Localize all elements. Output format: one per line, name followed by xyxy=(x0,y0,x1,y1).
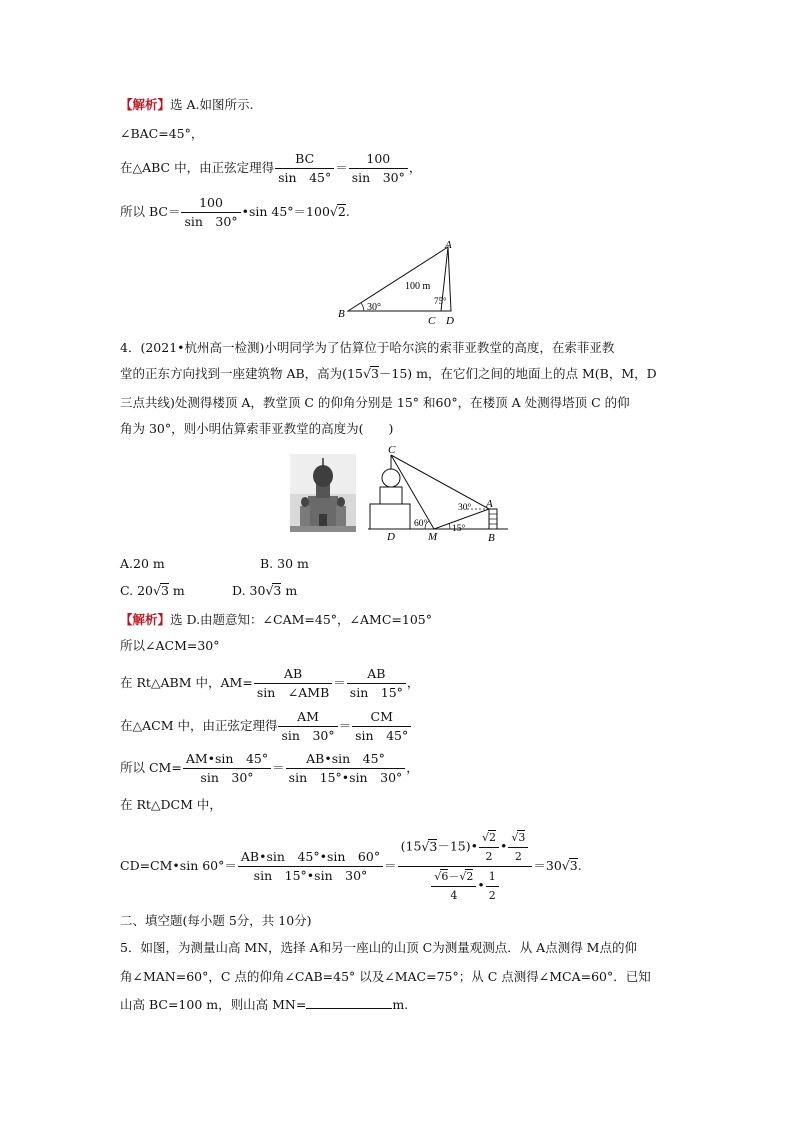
label-30: 30° xyxy=(458,503,472,513)
solution2-line-6: 在 Rt△DCM 中， xyxy=(120,797,222,812)
denominator: 4 xyxy=(450,889,458,902)
triangle-figure-1 xyxy=(330,240,470,328)
fraction xyxy=(286,752,406,785)
numerator: AM xyxy=(278,710,337,727)
option-a: A.20 m xyxy=(120,556,165,571)
label-C: C xyxy=(428,315,436,327)
numerator xyxy=(508,830,528,848)
text: 所以 BC＝ xyxy=(120,204,181,219)
fraction xyxy=(349,152,408,185)
numerator: AB•sin 45°•sin 60° xyxy=(238,850,383,867)
dot: • xyxy=(477,877,485,893)
cathedral-photo xyxy=(290,454,356,532)
big-fraction xyxy=(398,830,533,903)
equals: ＝ xyxy=(384,858,397,873)
text: 所以 CM= xyxy=(120,760,182,775)
fraction xyxy=(278,710,337,743)
fraction xyxy=(181,196,240,229)
text: (15 xyxy=(400,838,422,854)
label-A: A xyxy=(486,498,493,510)
label-angle-75: 75° xyxy=(434,296,447,306)
solution2-line-7 xyxy=(120,830,582,903)
denominator: sin 30° xyxy=(184,214,238,229)
denominator: sin ∠AMB xyxy=(256,685,330,700)
numerator: 1 xyxy=(486,870,499,887)
label-D: D xyxy=(446,315,454,327)
text: 在 Rt△ABM 中，AM= xyxy=(120,675,253,690)
equals: ＝ xyxy=(338,718,352,733)
q4-line-1: 4．(2021•杭州高一检测)小明同学为了估算位于哈尔滨的索菲亚教堂的高度，在索菲亚教 xyxy=(120,340,615,355)
q5-line-1: 5．如图，为测量山高 MN，选择 A和另一座山的山顶 C为测量观测点．从 A点测得 M点的仰 xyxy=(120,940,637,955)
solution2-line-2: 所以∠ACM=30° xyxy=(120,638,220,653)
fraction xyxy=(508,830,528,864)
q4-line-4: 角为 30°，则小明估算索菲亚教堂的高度为( ) xyxy=(120,421,394,436)
q5-line-3 xyxy=(120,996,408,1013)
text: －15)• xyxy=(437,838,478,854)
text: 选 D.由题意知：∠CAM=45°，∠AMC=105° xyxy=(170,612,432,627)
solution2-line-3 xyxy=(120,667,419,700)
radical-sign: √ xyxy=(511,831,519,844)
label-side: 100 m xyxy=(405,281,431,292)
fraction xyxy=(275,152,334,185)
option-c xyxy=(120,583,185,599)
radicand: 2 xyxy=(489,831,496,844)
radical-sign: √ xyxy=(459,870,467,883)
radical-sign: √ xyxy=(561,858,570,873)
label-C: C xyxy=(388,444,396,456)
analysis-tag: 【解析】 xyxy=(120,97,171,112)
radicand: 3 xyxy=(518,831,526,844)
numerator: 100 xyxy=(349,152,408,169)
text: ， xyxy=(406,760,419,775)
text: . xyxy=(345,204,350,219)
text: 山高 BC=100 m，则山高 MN= xyxy=(120,997,307,1012)
big-numerator xyxy=(398,830,533,867)
text: ， xyxy=(408,160,422,175)
numerator: AM•sin 45° xyxy=(183,752,271,769)
label-A: A xyxy=(445,240,452,251)
label-B: B xyxy=(488,532,495,542)
denominator: sin 15°•sin 30° xyxy=(288,770,403,785)
q4-line-3: 三点共线)处测得楼顶 A，教堂顶 C 的仰角分别是 15° 和60°，在楼顶 A 处测得塔顶 C 的仰 xyxy=(120,395,630,410)
solution2-line-1 xyxy=(120,612,432,628)
fraction xyxy=(254,667,332,700)
solution2-line-4 xyxy=(120,710,412,743)
text: D. 30 xyxy=(232,583,266,598)
radicand: 2 xyxy=(337,204,346,219)
big-denominator xyxy=(398,867,533,903)
fraction xyxy=(431,869,476,903)
denominator: sin 30° xyxy=(351,170,405,185)
solution-line-3 xyxy=(120,152,421,185)
label-15: 15° xyxy=(452,524,466,534)
text: CD=CM•sin 60°＝ xyxy=(120,858,237,873)
label-B: B xyxy=(338,308,345,320)
text: 堂的正东方向找到一座建筑物 AB，高为(15 xyxy=(120,366,363,381)
solution-line-1 xyxy=(120,97,253,113)
radicand: 3 xyxy=(569,858,578,873)
text: 在△ABC 中，由正弦定理得 xyxy=(120,160,275,175)
label-angle-30: 30° xyxy=(367,302,381,313)
option-d xyxy=(232,583,297,599)
denominator: sin 30° xyxy=(281,728,335,743)
fraction xyxy=(183,752,271,785)
radicand: 3 xyxy=(273,583,282,598)
fraction xyxy=(352,710,411,743)
minus: － xyxy=(448,870,460,883)
denominator: 2 xyxy=(485,850,493,863)
section-title: 二、填空题(每小题 5分，共 10分) xyxy=(120,913,312,928)
equals: ＝ xyxy=(333,675,346,690)
numerator: BC xyxy=(275,152,334,169)
fraction xyxy=(479,830,499,864)
fraction xyxy=(486,870,499,903)
solution-line-4 xyxy=(120,196,350,229)
solution-line-2: ∠BAC=45°， xyxy=(120,126,204,141)
numerator: 100 xyxy=(181,196,240,213)
solution2-line-5 xyxy=(120,752,419,785)
answer-blank[interactable] xyxy=(306,996,392,1009)
radical-sign: √ xyxy=(265,583,274,598)
q4-line-2 xyxy=(120,366,657,382)
text: . xyxy=(577,858,582,873)
text: m xyxy=(281,583,298,598)
denominator: sin 15°•sin 30° xyxy=(253,868,368,883)
label-60: 60° xyxy=(414,519,428,529)
numerator: AB xyxy=(347,667,406,684)
solution-text: 选 A.如图所示. xyxy=(170,97,254,112)
denominator: sin 45° xyxy=(355,728,409,743)
text: 在△ACM 中，由正弦定理得 xyxy=(120,718,278,733)
denominator: sin 15° xyxy=(349,685,403,700)
numerator: AB xyxy=(254,667,332,684)
radical-sign: √ xyxy=(152,583,161,598)
numerator: CM xyxy=(352,710,411,727)
text: ＝30 xyxy=(533,858,562,873)
equals: ＝ xyxy=(335,160,348,175)
fraction xyxy=(347,667,406,700)
numerator: AB•sin 45° xyxy=(286,752,406,769)
text: －15) m，在它们之间的地面上的点 M(B，M，D xyxy=(378,366,657,381)
radical-sign: √ xyxy=(421,838,430,854)
denominator: 2 xyxy=(514,850,522,863)
radicand: 2 xyxy=(466,870,474,883)
denominator: sin 45° xyxy=(278,170,332,185)
radicand: 3 xyxy=(429,838,438,854)
denominator: 2 xyxy=(488,888,496,902)
numerator xyxy=(479,830,499,848)
text: m xyxy=(168,583,185,598)
text: C. 20 xyxy=(120,583,153,598)
radical-sign: √ xyxy=(481,831,489,844)
equals: ＝ xyxy=(272,760,285,775)
analysis-tag: 【解析】 xyxy=(120,612,171,627)
radical-sign: √ xyxy=(434,870,442,883)
text: m. xyxy=(392,997,409,1012)
radical-sign: √ xyxy=(362,366,371,381)
text: •sin 45°＝100 xyxy=(241,204,330,219)
text: ， xyxy=(406,675,420,690)
radical-sign: √ xyxy=(329,204,338,219)
numerator xyxy=(431,869,476,887)
radicand: 6 xyxy=(441,870,449,883)
q5-line-2: 角∠MAN=60°，C 点的仰角∠CAB=45° 以及∠MAC=75°；从 C 点测得∠MCA=60°．已知 xyxy=(120,969,651,984)
label-D: D xyxy=(387,531,395,542)
radicand: 3 xyxy=(160,583,169,598)
option-b: B. 30 m xyxy=(260,556,309,571)
label-M: M xyxy=(428,531,438,542)
dot: • xyxy=(500,838,508,854)
denominator: sin 30° xyxy=(200,770,254,785)
fraction xyxy=(238,850,383,883)
triangle-figure-2 xyxy=(362,442,512,542)
radicand: 3 xyxy=(370,366,379,381)
